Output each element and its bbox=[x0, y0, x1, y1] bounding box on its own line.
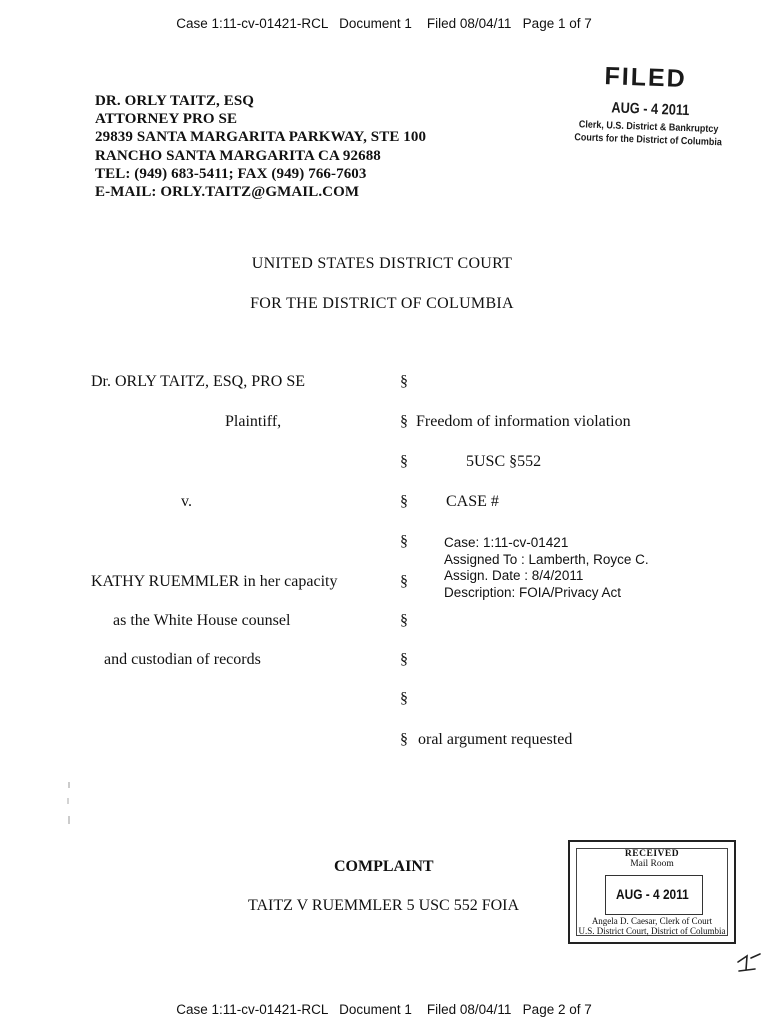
complaint-subtitle: TAITZ V RUEMMLER 5 USC 552 FOIA bbox=[248, 897, 520, 914]
plaintiff-name: Dr. ORLY TAITZ, ESQ, PRO SE bbox=[91, 373, 306, 390]
defendant-name: KATHY RUEMMLER in her capacity bbox=[91, 573, 338, 590]
claim-text: Freedom of information violation bbox=[416, 413, 631, 430]
section-symbol: § bbox=[400, 533, 408, 550]
section-symbol: § bbox=[400, 453, 408, 470]
section-symbol: § bbox=[400, 651, 408, 668]
section-symbol: § bbox=[400, 690, 408, 707]
case-assigned-to: Assigned To : Lamberth, Royce C. bbox=[444, 551, 649, 567]
received-stamp-word: RECEIVED bbox=[624, 849, 680, 859]
section-symbol: § bbox=[400, 413, 408, 430]
attorney-name: DR. ORLY TAITZ, ESQ bbox=[95, 93, 255, 109]
filed-stamp-word: FILED bbox=[604, 62, 688, 94]
filed-stamp-clerk-line1: Clerk, U.S. District & Bankruptcy bbox=[578, 119, 719, 136]
case-description: Description: FOIA/Privacy Act bbox=[444, 584, 622, 600]
complaint-title: COMPLAINT bbox=[334, 858, 434, 875]
section-symbol: § bbox=[400, 573, 408, 590]
filed-stamp bbox=[574, 61, 740, 149]
section-symbol: § bbox=[400, 731, 408, 748]
margin-hole-punch-marks bbox=[64, 780, 74, 830]
received-stamp-inner bbox=[576, 848, 728, 936]
received-stamp-date: AUG - 4 2011 bbox=[616, 886, 689, 902]
received-stamp-mail-room: Mail Room bbox=[630, 859, 674, 869]
attorney-phone: TEL: (949) 683-5411; FAX (949) 766-7603 bbox=[95, 165, 367, 182]
court-district: FOR THE DISTRICT OF COLUMBIA bbox=[250, 295, 514, 312]
case-number: Case: 1:11-cv-01421 bbox=[444, 535, 569, 550]
received-stamp-clerk-line1: Angela D. Caesar, Clerk of Court bbox=[591, 916, 713, 926]
attorney-title: ATTORNEY PRO SE bbox=[95, 111, 238, 128]
received-stamp-date-box bbox=[605, 875, 703, 915]
section-symbol: § bbox=[400, 373, 408, 390]
page-header-top: Case 1:11-cv-01421-RCL Document 1 Filed 08/04/11 Page 1 of 7 bbox=[176, 16, 592, 31]
oral-argument-text: oral argument requested bbox=[418, 731, 573, 748]
plaintiff-role: Plaintiff, bbox=[225, 413, 282, 430]
case-number-label: CASE # bbox=[446, 493, 499, 510]
section-symbol: § bbox=[400, 612, 408, 629]
statute-text: 5USC §552 bbox=[466, 453, 542, 470]
filed-stamp-clerk-line2: Courts for the District of Columbia bbox=[574, 132, 722, 149]
attorney-block bbox=[95, 92, 426, 201]
attorney-address-street: 29839 SANTA MARGARITA PARKWAY, STE 100 bbox=[95, 129, 427, 146]
defendant-custodian: and custodian of records bbox=[104, 651, 261, 668]
received-stamp-clerk-line2: U.S. District Court, District of Columbia bbox=[578, 926, 726, 936]
attorney-address-city: RANCHO SANTA MARGARITA CA 92688 bbox=[95, 147, 381, 164]
defendant-capacity: as the White House counsel bbox=[113, 612, 291, 629]
page-header-bottom: Case 1:11-cv-01421-RCL Document 1 Filed 08/04/11 Page 2 of 7 bbox=[176, 1002, 592, 1017]
section-symbol: § bbox=[400, 493, 408, 510]
court-name: UNITED STATES DISTRICT COURT bbox=[251, 255, 513, 272]
received-stamp bbox=[568, 840, 736, 944]
versus: v. bbox=[181, 493, 192, 510]
case-assign-date: Assign. Date : 8/4/2011 bbox=[444, 568, 584, 583]
filed-stamp-date: AUG - 4 2011 bbox=[611, 99, 690, 120]
case-assignment-block bbox=[444, 535, 649, 601]
handwritten-page-number-mark bbox=[735, 948, 763, 974]
attorney-email: E-MAIL: ORLY.TAITZ@GMAIL.COM bbox=[95, 184, 360, 201]
